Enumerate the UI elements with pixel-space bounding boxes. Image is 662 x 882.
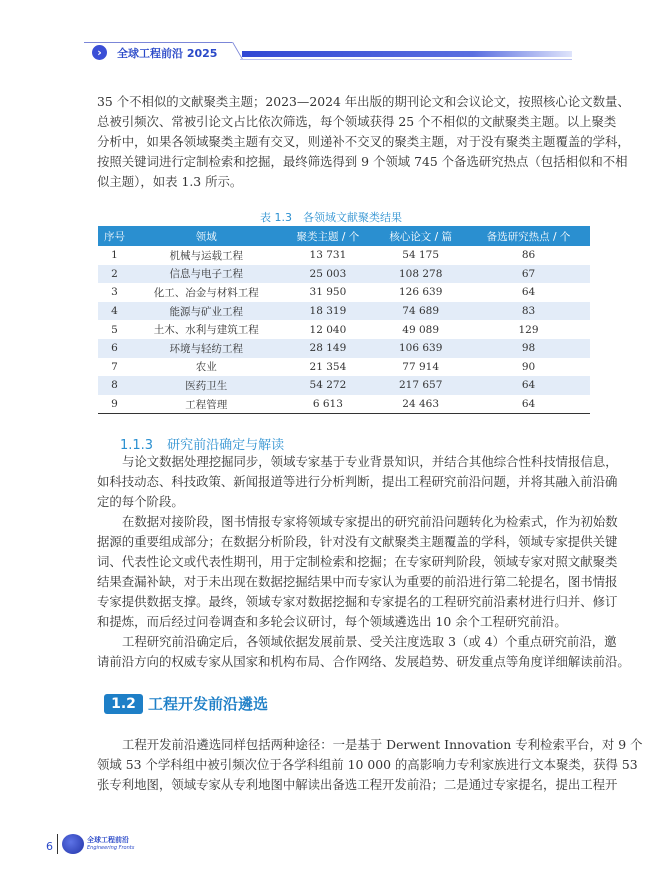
table-cell: 108 278 [374,265,467,284]
table-cell: 54 272 [282,376,375,395]
table-cell: 信息与电子工程 [131,265,282,284]
table-cell: 24 463 [374,395,467,414]
text-line: 定的每个阶段。 [97,494,184,509]
table-cell: 机械与运载工程 [169,249,243,262]
section-number: 1.1.3 [120,438,154,453]
text-line: 领域 53 个学科组中被引频次位于各学科组前 10 000 的高影响力专利家族进行文本聚类，获得 53 [97,757,638,772]
table-cell: 13 731 [309,249,347,262]
table-cell: 工程管理 [131,395,282,414]
table-cell: 农业 [195,361,217,374]
table-cell: 31 950 [309,286,347,299]
header-rule [84,42,232,43]
text-line: 请前沿方向的权威专家从国家和机构布局、合作网络、发展趋势、研发重点等角度详细解读前沿。 [97,654,630,669]
table-caption: 表 1.3 各领域文献聚类结果 [260,211,402,224]
table-cell: 能源与矿业工程 [131,302,282,321]
table-cell: 21 354 [309,360,347,373]
table-cell: 49 089 [402,323,440,336]
table-row [98,339,590,358]
text-line: 与论文数据处理挖掘同步，领域专家基于专业背景知识，并结合其他综合性科技情报信息， [122,454,618,469]
text-line: 按照关键词进行定制检索和挖掘，最终筛选得到 9 个领域 745 个备选研究热点（包括相似和不相 [97,154,628,169]
text-line: 35 个不相似的文献聚类主题；2023—2024 年出版的期刊论文和会议论文，按照核心论文数量、 [97,94,630,109]
table-row [98,246,590,265]
table-cell: 医药卫生 [131,376,282,395]
section-title: 研究前沿确定与解读 [167,438,285,453]
text-line: 张专利地图，领域专家从专利地图中解读出备选工程开发前沿；二是通过专家提名，提出工程开 [97,777,618,792]
table-cell: 83 [467,302,590,321]
text-line: 工程开发前沿遴选同样包括两种途径：一是基于 Derwent Innovation 专利检索平台，对 9 个 [122,737,643,752]
table-cell: 54 175 [402,249,440,262]
cluster-results-table [98,226,590,414]
table-cell: 25 003 [282,265,375,284]
table-row [98,395,590,414]
table-cell: 86 [521,249,536,262]
text-line: 词、代表性论文或代表性期刊，用于定制检索和挖掘；在专家研判阶段，领域专家对照文献聚类 [97,554,618,569]
section-title: 工程开发前沿遴选 [148,695,269,713]
table-cell: 106 639 [374,339,467,358]
section-1-1-3-body [97,452,630,672]
column-header: 核心论文 / 篇 [374,226,467,246]
column-header: 备选研究热点 / 个 [467,226,590,246]
table-header-row [98,226,590,246]
table-cell: 74 689 [374,302,467,321]
section-number-badge: 1.2 [104,694,143,714]
table-cell: 2 [98,265,131,284]
column-header: 序号 [98,226,131,246]
table-cell: 化工、冶金与材料工程 [153,286,259,299]
table-cell: 12 040 [309,323,347,336]
table-row [98,358,590,377]
table-cell: 7 [111,360,118,373]
column-header: 聚类主题 / 个 [282,226,375,246]
table-cell: 126 639 [398,286,443,299]
table-cell: 98 [467,339,590,358]
header-rule-lower [240,59,572,60]
table-cell: 5 [111,323,118,336]
table-row [98,320,590,339]
table-cell: 8 [98,376,131,395]
section-1-2-body [97,735,643,795]
text-line: 分析中，如果各领域聚类主题有交叉，则递补不交叉的聚类主题，对于没有聚类主题覆盖的学科， [97,134,630,149]
table-cell: 18 319 [282,302,375,321]
table-cell: 6 [98,339,131,358]
table-cell: 64 [521,286,536,299]
table-cell: 6 613 [282,395,375,414]
section-heading-1-1-3 [120,434,284,453]
table-cell: 217 657 [374,376,467,395]
intro-paragraph [97,92,630,192]
column-header: 领域 [131,226,282,246]
table-cell: 1 [111,249,118,262]
text-line: 结果查漏补缺，对于未出现在数据挖掘结果中而专家认为重要的前沿进行第二轮提名，图书情报 [97,574,618,589]
text-line: 和提炼，而后经过问卷调查和多轮会议研讨，每个领域遴选出 10 余个工程研究前沿。 [97,614,567,629]
table-cell: 28 149 [282,339,375,358]
header-title: 全球工程前沿 2025 [117,47,218,60]
table-row [98,265,590,284]
text-line: 专家提供数据支撑。最终，领域专家对数据挖掘和专家提名的工程研究前沿素材进行归并、修订 [97,594,618,609]
globe-logo-icon [62,834,84,854]
table-cell: 64 [467,395,590,414]
page-number: 6 [46,840,53,853]
table-cell: 4 [98,302,131,321]
logo-subtitle: Engineering Fronts [87,845,135,851]
text-line: 工程研究前沿确定后，各领域依据发展前景、受关注度选取 3（或 4）个重点研究前沿，邀 [122,634,617,649]
footer-divider [57,834,58,854]
table-cell: 9 [98,395,131,414]
text-line: 似主题），如表 1.3 所示。 [97,174,243,189]
chevron-right-icon: › [92,45,107,60]
running-header [92,42,572,66]
table-row [98,283,590,302]
table-cell: 土木、水利与建筑工程 [153,324,259,337]
table-cell: 67 [467,265,590,284]
section-heading-1-2 [104,693,268,715]
table-cell: 环境与轻纺工程 [131,339,282,358]
table-cell: 90 [521,360,536,373]
text-line: 如科技动态、科技政策、新闻报道等进行分析判断，提出工程研究前沿问题，并将其融入前沿确 [97,474,618,489]
text-line: 在数据对接阶段，图书情报专家将领域专家提出的研究前沿问题转化为检索式，作为初始数 [122,514,618,529]
table-cell: 77 914 [402,360,440,373]
table-cell: 3 [111,286,118,299]
table-row [98,376,590,395]
text-line: 据源的重要组成部分；在数据分析阶段，针对没有文献聚类主题覆盖的学科，领域专家提供关键 [97,534,618,549]
table-cell: 64 [467,376,590,395]
logo-title: 全球工程前沿 [87,836,129,844]
text-line: 总被引频次、常被引论文占比依次筛选，每个领域获得 25 个不相似的文献聚类主题。以上聚类 [97,114,617,129]
table-row [98,302,590,321]
table-cell: 129 [518,323,539,336]
header-bar [242,51,572,57]
